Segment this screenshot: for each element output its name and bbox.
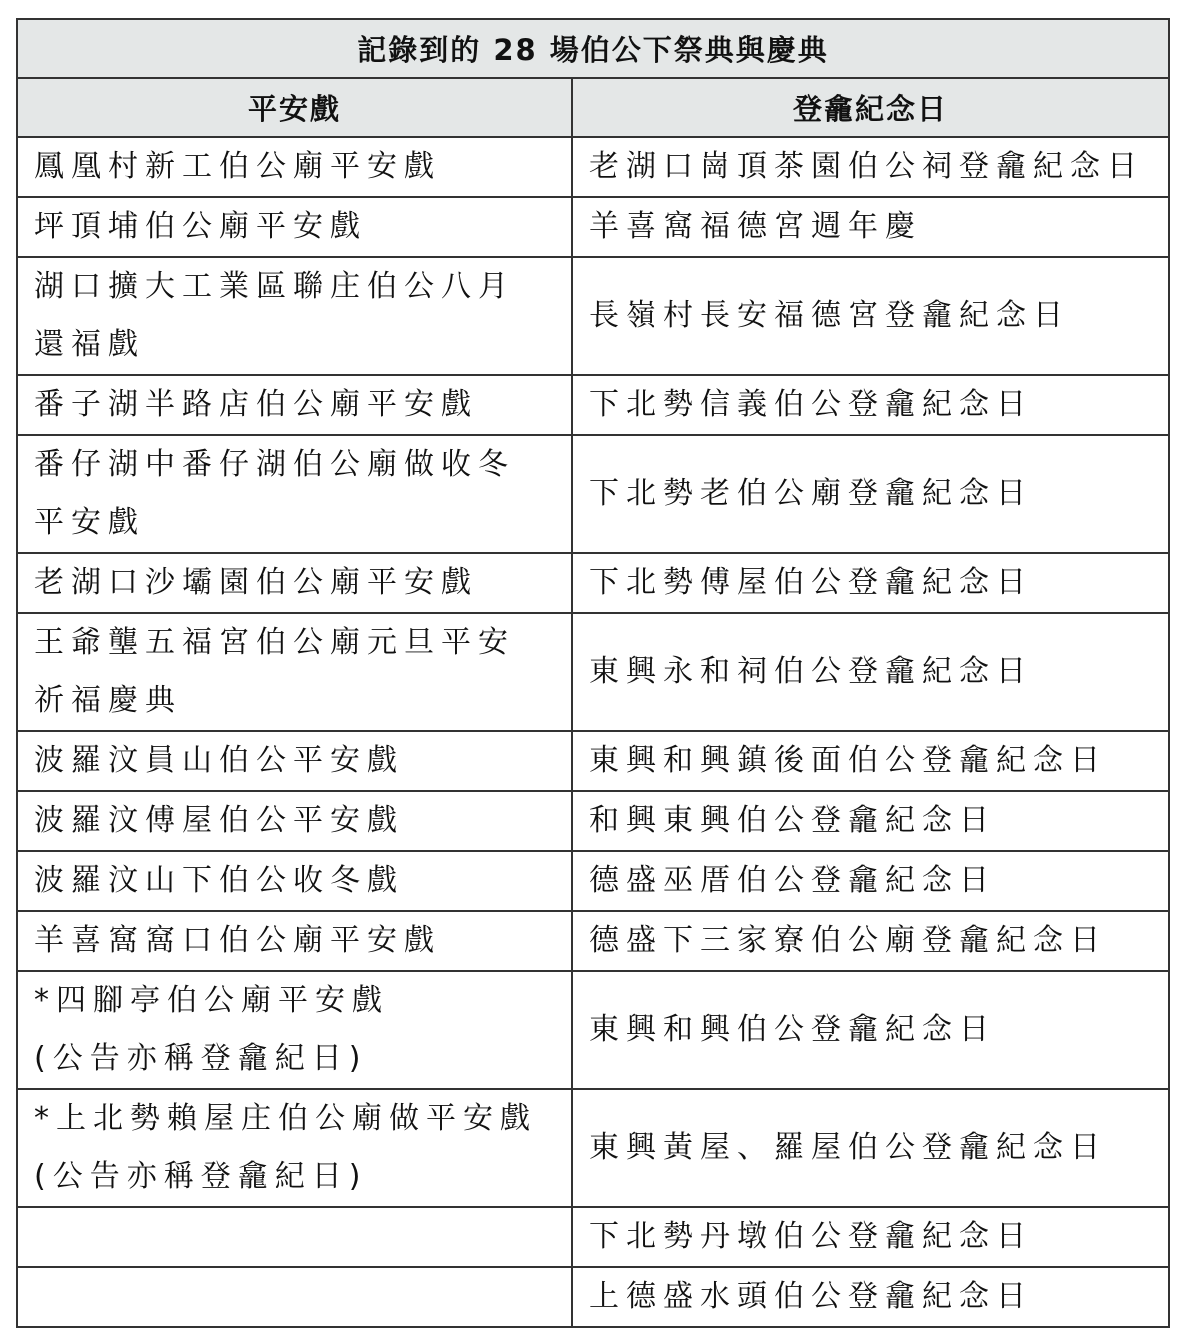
table-title: 記錄到的 28 場伯公下祭典與慶典 (17, 19, 1169, 78)
cell-deng-kan-ji-nian-ri: 老湖口崗頂茶園伯公祠登龕紀念日 (572, 137, 1169, 197)
table-row (17, 137, 1169, 197)
cell-deng-kan-ji-nian-ri: 和興東興伯公登龕紀念日 (572, 791, 1169, 851)
cell-ping-an-xi: *上北勢賴屋庄伯公廟做平安戲 (公告亦稱登龕紀日) (17, 1089, 572, 1207)
cell-deng-kan-ji-nian-ri: 下北勢信義伯公登龕紀念日 (572, 375, 1169, 435)
cell-deng-kan-ji-nian-ri: 下北勢老伯公廟登龕紀念日 (572, 435, 1169, 553)
cell-ping-an-xi: 坪頂埔伯公廟平安戲 (17, 197, 572, 257)
table-row (17, 435, 1169, 553)
table-row (17, 553, 1169, 613)
column-header-ping-an-xi: 平安戲 (17, 78, 572, 137)
table-row (17, 851, 1169, 911)
column-header-deng-kan-ji-nian-ri: 登龕紀念日 (572, 78, 1169, 137)
cell-ping-an-xi: 老湖口沙壩園伯公廟平安戲 (17, 553, 572, 613)
cell-ping-an-xi: 波羅汶員山伯公平安戲 (17, 731, 572, 791)
cell-deng-kan-ji-nian-ri: 東興黃屋、羅屋伯公登龕紀念日 (572, 1089, 1169, 1207)
cell-ping-an-xi (17, 1207, 572, 1267)
festival-table (16, 18, 1170, 1328)
cell-deng-kan-ji-nian-ri: 下北勢丹墩伯公登龕紀念日 (572, 1207, 1169, 1267)
table-row (17, 971, 1169, 1089)
cell-ping-an-xi: *四腳亭伯公廟平安戲 (公告亦稱登龕紀日) (17, 971, 572, 1089)
cell-deng-kan-ji-nian-ri: 德盛下三家寮伯公廟登龕紀念日 (572, 911, 1169, 971)
cell-ping-an-xi: 番子湖半路店伯公廟平安戲 (17, 375, 572, 435)
cell-ping-an-xi: 鳳凰村新工伯公廟平安戲 (17, 137, 572, 197)
cell-ping-an-xi: 羊喜窩窩口伯公廟平安戲 (17, 911, 572, 971)
cell-ping-an-xi: 波羅汶山下伯公收冬戲 (17, 851, 572, 911)
cell-ping-an-xi: 湖口擴大工業區聯庄伯公八月 還福戲 (17, 257, 572, 375)
title-row (17, 19, 1169, 78)
table-row (17, 197, 1169, 257)
cell-ping-an-xi: 王爺壟五福宮伯公廟元旦平安 祈福慶典 (17, 613, 572, 731)
cell-ping-an-xi: 番仔湖中番仔湖伯公廟做收冬 平安戲 (17, 435, 572, 553)
table-row (17, 375, 1169, 435)
cell-ping-an-xi (17, 1267, 572, 1327)
cell-deng-kan-ji-nian-ri: 長嶺村長安福德宮登龕紀念日 (572, 257, 1169, 375)
table-row (17, 613, 1169, 731)
table-body (17, 137, 1169, 1327)
table-row (17, 257, 1169, 375)
cell-ping-an-xi: 波羅汶傅屋伯公平安戲 (17, 791, 572, 851)
table-row (17, 731, 1169, 791)
header-row (17, 78, 1169, 137)
table-row (17, 791, 1169, 851)
cell-deng-kan-ji-nian-ri: 東興和興鎮後面伯公登龕紀念日 (572, 731, 1169, 791)
table-row (17, 1207, 1169, 1267)
cell-deng-kan-ji-nian-ri: 上德盛水頭伯公登龕紀念日 (572, 1267, 1169, 1327)
cell-deng-kan-ji-nian-ri: 下北勢傅屋伯公登龕紀念日 (572, 553, 1169, 613)
table-row (17, 911, 1169, 971)
cell-deng-kan-ji-nian-ri: 東興永和祠伯公登龕紀念日 (572, 613, 1169, 731)
cell-deng-kan-ji-nian-ri: 東興和興伯公登龕紀念日 (572, 971, 1169, 1089)
table-row (17, 1267, 1169, 1327)
cell-deng-kan-ji-nian-ri: 德盛巫厝伯公登龕紀念日 (572, 851, 1169, 911)
cell-deng-kan-ji-nian-ri: 羊喜窩福德宮週年慶 (572, 197, 1169, 257)
table-row (17, 1089, 1169, 1207)
